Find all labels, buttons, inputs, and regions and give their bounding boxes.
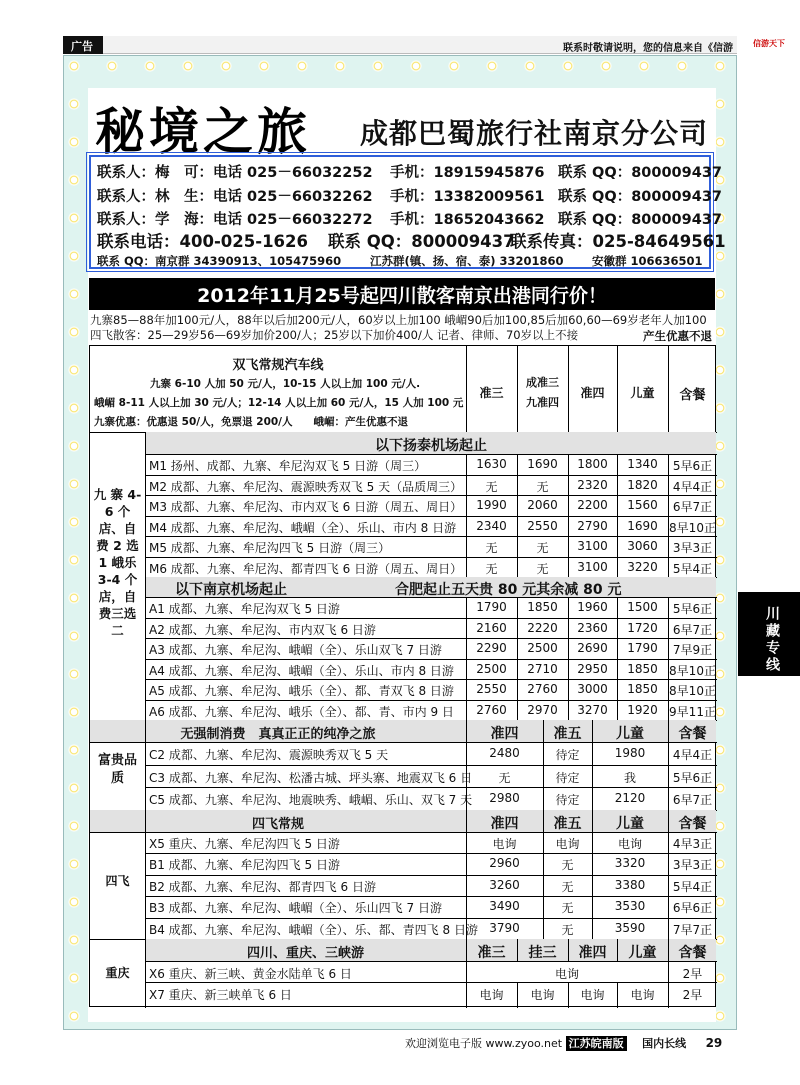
price: 3590 — [614, 920, 646, 935]
col-head: 含餐 — [679, 388, 706, 403]
route: M1 扬州、成都、九寨、牟尼沟双飞 5 日游（周三） — [149, 459, 427, 473]
footer-text: 欢迎浏览电子版 www.zyoo.net — [405, 1037, 563, 1050]
price: 3000 — [577, 682, 608, 696]
price: 1720 — [627, 620, 658, 635]
rule — [617, 454, 618, 577]
price: 无 — [561, 879, 574, 894]
band-title: 合肥起止五天贵 80 元其余减 80 元 — [395, 582, 622, 598]
price: 2970 — [527, 702, 558, 717]
price: 2480 — [489, 746, 520, 760]
rule — [466, 346, 467, 432]
route: M3 成都、九寨、牟尼沟、市内双飞 6 日游（周五、周日） — [149, 500, 463, 514]
price: 待定 — [555, 748, 580, 762]
price: 5早4正 — [672, 879, 713, 894]
price: 8早10正 — [669, 520, 716, 535]
col-head: 儿童 — [630, 386, 655, 400]
rule — [617, 346, 618, 432]
rule — [145, 516, 717, 517]
price: 2160 — [476, 620, 507, 635]
col-head: 含餐 — [678, 815, 707, 832]
bus-rule: 九寨 6-10 人加 50 元/人，10-15 人以上加 100 元/人. — [150, 378, 421, 390]
rule — [668, 597, 669, 720]
company-name: 成都巴蜀旅行社南京分公司 — [360, 117, 709, 150]
contact-field: 手机：18915945876 — [390, 165, 545, 181]
price: 6早7正 — [672, 793, 713, 807]
price: 2790 — [577, 518, 608, 533]
price: 2320 — [577, 477, 608, 492]
price: 1990 — [476, 498, 507, 512]
price: 无 — [561, 901, 574, 915]
price: 无 — [485, 479, 498, 494]
price: 6早7正 — [672, 622, 713, 637]
col-head: 准三 — [479, 386, 504, 400]
price: 无 — [485, 541, 498, 555]
price: 无 — [536, 561, 549, 576]
rule — [145, 720, 146, 810]
route: M5 成都、九寨、牟尼沟四飞 5 日游（周三） — [149, 541, 391, 555]
route: B3 成都、九寨、牟尼沟、峨嵋（全）、乐山四飞 7 日游 — [149, 901, 442, 915]
col-head: 准四 — [490, 726, 519, 742]
price: 2500 — [527, 641, 558, 655]
price: 1690 — [527, 457, 558, 471]
contact-field: 联系 QQ：800009437 — [558, 188, 723, 205]
price: 1630 — [476, 457, 507, 471]
rule — [145, 495, 717, 496]
price: 6早7正 — [672, 500, 713, 514]
rule — [145, 536, 717, 537]
col-head: 含餐 — [678, 726, 707, 742]
publisher-logo: 信游天下 — [753, 39, 785, 48]
contact-field: 联系人：梅 可：电话 025－66032252 — [97, 165, 373, 181]
rule — [145, 638, 717, 639]
rule — [592, 810, 593, 940]
rule — [145, 810, 146, 940]
price: 电询 — [492, 836, 517, 851]
col-head: 准四 — [578, 945, 607, 961]
price-table — [89, 345, 716, 1007]
rule — [466, 810, 467, 940]
policy-tail: 产生优惠不退 — [643, 329, 712, 343]
price: 1800 — [577, 457, 608, 471]
qq-group: 江苏群(镇、扬、宿、泰) 33201860 — [370, 254, 564, 268]
contact-field: 联系 QQ：800009437 — [558, 165, 723, 181]
rule — [617, 597, 618, 720]
bus-title: 双飞常规汽车线 — [232, 358, 324, 373]
price: 2760 — [476, 702, 507, 717]
price: 4早3正 — [672, 836, 713, 851]
price: 3早3正 — [672, 541, 713, 555]
policy-line: 四飞散客：25—29岁56—69岁加价200/人；25岁以下加价400/人 记者、律师、70岁以上不接 — [90, 328, 579, 342]
price: 无 — [498, 770, 511, 785]
price: 电询 — [580, 988, 605, 1002]
route: A4 成都、九寨、牟尼沟、峨嵋（全）、乐山、市内 8 日游 — [149, 663, 454, 678]
side-label: 富贵品质 — [97, 753, 137, 786]
price: 7早7正 — [672, 922, 713, 937]
price: 3530 — [614, 899, 646, 913]
source-notice: 联系时敬请说明，您的信息来自《信游 — [563, 43, 733, 54]
main-contact-field: 联系传真：025-84649561 — [510, 232, 726, 251]
route: X6 重庆、新三峡、黄金水陆单飞 6 日 — [149, 967, 352, 981]
route: A5 成都、九寨、牟尼沟、峨乐（全）、都、青双飞 8 日游 — [149, 684, 454, 698]
price: 3早3正 — [672, 858, 713, 872]
band-title: 四川、重庆、三峡游 — [246, 946, 364, 961]
rule — [145, 765, 717, 766]
ad-label: 广告 — [63, 36, 103, 54]
price: 1340 — [627, 457, 658, 471]
price-banner: 2012年11月25号起四川散客南京出港同行价！ — [89, 278, 715, 310]
rule — [145, 557, 717, 558]
price: 2960 — [489, 856, 520, 870]
price: 1690 — [627, 518, 658, 533]
rule — [145, 875, 717, 876]
main-contact-field: 联系电话：400-025-1626 — [97, 232, 309, 251]
contact-field: 手机：18652043662 — [390, 212, 545, 228]
price: 1790 — [627, 641, 658, 655]
rule — [517, 597, 518, 720]
rule — [145, 896, 717, 897]
main-contact-field: 联系 QQ：800009437 — [328, 232, 515, 251]
rule — [466, 939, 467, 1008]
contact-field: 联系 QQ：800009437 — [558, 212, 723, 228]
rule — [568, 597, 569, 720]
col-head: 准五 — [553, 726, 582, 742]
price: 7早9正 — [672, 643, 713, 657]
route: M6 成都、九寨、牟尼沟、都青四飞 6 日游（周五、周日） — [149, 561, 463, 576]
rule — [145, 679, 717, 680]
route: C5 成都、九寨、牟尼沟、地震映秀、峨嵋、乐山、双飞 7 天 — [149, 793, 473, 807]
price: 1500 — [627, 600, 658, 614]
rule — [568, 346, 569, 432]
brand-title: 秘境之旅 — [95, 102, 311, 161]
col-head: 儿童 — [616, 815, 644, 832]
price: 待定 — [555, 793, 580, 807]
col-head: 九准四 — [526, 396, 559, 409]
price: 电询 — [554, 967, 579, 981]
rule — [517, 982, 518, 1008]
route: A6 成都、九寨、牟尼沟、峨乐（全）、都、青、市内 9 日 — [149, 704, 454, 719]
price: 2550 — [527, 518, 558, 533]
qq-group: 联系 QQ：南京群 34390913、105475960 — [97, 254, 342, 268]
col-head: 儿童 — [628, 945, 657, 961]
route: A2 成都、九寨、牟尼沟、市内双飞 6 日游 — [149, 622, 376, 637]
route: C2 成都、九寨、牟尼沟、震源映秀双飞 5 天 — [149, 748, 389, 762]
bus-rule: 九寨优惠：优惠退 50/人，免票退 200/人 峨嵋：产生优惠不退 — [94, 416, 409, 428]
contact-field: 手机：13382009561 — [390, 188, 545, 205]
band-title: 四飞常规 — [251, 816, 304, 832]
rule — [466, 720, 467, 810]
price: 2早 — [682, 988, 703, 1002]
price: 无 — [561, 858, 574, 872]
side-label: 重庆 — [105, 966, 130, 980]
price: 3320 — [614, 856, 646, 870]
rule — [145, 939, 146, 1008]
route: M4 成都、九寨、牟尼沟、峨嵋（全）、乐山、市内 8 日游 — [149, 520, 457, 535]
price: 1560 — [627, 498, 658, 512]
price: 1790 — [476, 600, 507, 614]
price: 1850 — [527, 600, 558, 614]
price: 1820 — [627, 477, 658, 492]
rule — [145, 659, 717, 660]
rule — [145, 597, 717, 598]
price: 3790 — [489, 920, 520, 935]
price: 3220 — [627, 559, 658, 574]
route: B2 成都、九寨、牟尼沟、都青四飞 6 日游 — [149, 879, 376, 894]
price: 3260 — [489, 877, 520, 892]
price: 电询 — [479, 988, 504, 1002]
rule — [617, 982, 618, 1008]
price: 3490 — [489, 899, 520, 913]
bus-rule: 峨嵋 8-11 人以上加 30 元/人；12-14 人以上加 60 元/人，15 人加 100 元 — [94, 397, 464, 409]
price: 2220 — [527, 620, 558, 635]
price: 电询 — [530, 988, 555, 1002]
rule — [568, 939, 569, 961]
price: 1920 — [627, 702, 658, 717]
price: 9早11正 — [669, 704, 716, 719]
band-title: 无强制消费 真真正正的纯净之旅 — [180, 727, 376, 742]
price: 无 — [536, 479, 549, 494]
rule — [90, 742, 717, 743]
route: M2 成都、九寨、牟尼沟、震源映秀双飞 5 天（品质周三） — [149, 479, 463, 494]
rule — [145, 787, 717, 788]
rule — [145, 853, 717, 854]
price: 5早6正 — [672, 770, 713, 785]
rule — [145, 454, 717, 455]
rule — [668, 454, 669, 577]
price: 1850 — [627, 661, 658, 676]
rule — [592, 720, 593, 810]
price: 2760 — [527, 682, 558, 696]
band-title: 以下扬泰机场起止 — [375, 438, 487, 454]
col-head: 准五 — [553, 815, 582, 832]
price: 1980 — [614, 746, 646, 760]
price: 2980 — [489, 791, 520, 805]
rule — [517, 346, 518, 432]
route: C3 成都、九寨、牟尼沟、松潘古城、坪头寨、地震双飞 6 日 — [149, 770, 473, 785]
col-head: 挂三 — [528, 945, 557, 961]
rule — [517, 454, 518, 577]
col-head: 儿童 — [616, 726, 644, 742]
policy-notes — [90, 313, 707, 343]
price: 待定 — [555, 770, 580, 785]
section-name: 国内长线 — [642, 1037, 687, 1050]
rule — [543, 720, 544, 810]
side-label: 四飞 — [105, 873, 130, 888]
route: B4 成都、九寨、牟尼沟、峨嵋（全）、乐、都、青四飞 8 日游 — [149, 922, 478, 937]
edition-tag: 江苏皖南版 — [566, 1036, 627, 1051]
rule — [466, 454, 467, 577]
price: 无 — [536, 541, 549, 555]
price: 3270 — [577, 702, 608, 717]
contact-field: 联系人：林 生：电话 025－66032262 — [97, 188, 373, 205]
side-tab-chuanzang[interactable]: 川藏专线 — [738, 592, 800, 676]
price: 2早 — [682, 967, 703, 981]
rule — [617, 939, 618, 961]
rule — [90, 832, 717, 833]
price: 2360 — [577, 620, 608, 635]
rule — [145, 918, 717, 919]
price: 1960 — [577, 600, 608, 614]
route: X5 重庆、九寨、牟尼沟四飞 5 日游 — [149, 836, 340, 851]
footer — [405, 1035, 722, 1051]
rule — [145, 700, 717, 701]
price: 我 — [623, 770, 636, 785]
band-title: 以下南京机场起止 — [175, 582, 287, 598]
price: 1850 — [627, 682, 658, 696]
price: 无 — [485, 561, 498, 576]
side-label: 九 寨 4-6 个 店、自 费 2 选 1 峨乐 3-4 个 店，自 费三选 二 — [93, 487, 142, 638]
contact-field: 联系人：学 海：电话 025－66032272 — [97, 212, 373, 228]
price: 4早4正 — [672, 748, 713, 762]
rule — [466, 597, 467, 720]
rule — [517, 939, 518, 961]
price: 8早10正 — [669, 684, 716, 698]
rule — [568, 454, 569, 577]
price: 8早10正 — [669, 663, 716, 678]
price: 电询 — [630, 988, 655, 1002]
price: 2060 — [527, 498, 558, 512]
price: 3060 — [627, 539, 658, 553]
rule — [145, 961, 717, 962]
top-bar — [63, 36, 785, 54]
qq-group: 安徽群 106636501 — [592, 254, 703, 268]
price: 2120 — [614, 791, 646, 805]
price: 6早6正 — [672, 901, 713, 915]
col-head: 准四 — [490, 815, 519, 832]
rule — [568, 982, 569, 1008]
route: B1 成都、九寨、牟尼沟四飞 5 日游 — [149, 858, 340, 872]
route: A3 成都、九寨、牟尼沟、峨嵋（全）、乐山双飞 7 日游 — [149, 643, 442, 657]
price: 2950 — [577, 661, 608, 676]
policy-line: 九寨85—88年加100元/人，88年以后加200元/人，60岁以上加100 峨嵋90后加100,85后加60,60—69岁老年人加100 — [90, 313, 707, 327]
rule — [145, 982, 717, 983]
col-head: 含餐 — [678, 945, 707, 961]
price: 电询 — [555, 836, 580, 851]
price: 2290 — [476, 641, 507, 655]
price: 3100 — [577, 539, 608, 553]
price: 2710 — [527, 661, 558, 676]
rule — [668, 810, 669, 940]
price: 5早6正 — [672, 602, 713, 616]
rule — [668, 720, 669, 810]
price: 2340 — [476, 518, 507, 533]
col-head: 成准三 — [526, 376, 559, 389]
price: 2200 — [577, 498, 608, 512]
col-head: 准三 — [477, 945, 506, 961]
rule — [145, 618, 717, 619]
price: 5早6正 — [672, 459, 713, 473]
price: 2550 — [476, 682, 507, 696]
rule — [145, 475, 717, 476]
rule — [668, 939, 669, 1008]
price: 电询 — [617, 836, 642, 851]
price: 5早4正 — [672, 561, 713, 576]
route: X7 重庆、新三峡单飞 6 日 — [149, 988, 292, 1002]
route: A1 成都、九寨、牟尼沟双飞 5 日游 — [149, 602, 340, 616]
price: 4早4正 — [672, 479, 713, 494]
rule — [145, 432, 146, 720]
price: 3100 — [577, 559, 608, 574]
rule — [668, 346, 669, 432]
page-number: 29 — [705, 1036, 723, 1050]
col-head: 准四 — [580, 386, 605, 400]
price: 3380 — [614, 877, 646, 892]
rule — [543, 810, 544, 940]
price: 无 — [561, 922, 574, 937]
price: 2500 — [476, 661, 507, 676]
price: 2690 — [577, 641, 608, 655]
